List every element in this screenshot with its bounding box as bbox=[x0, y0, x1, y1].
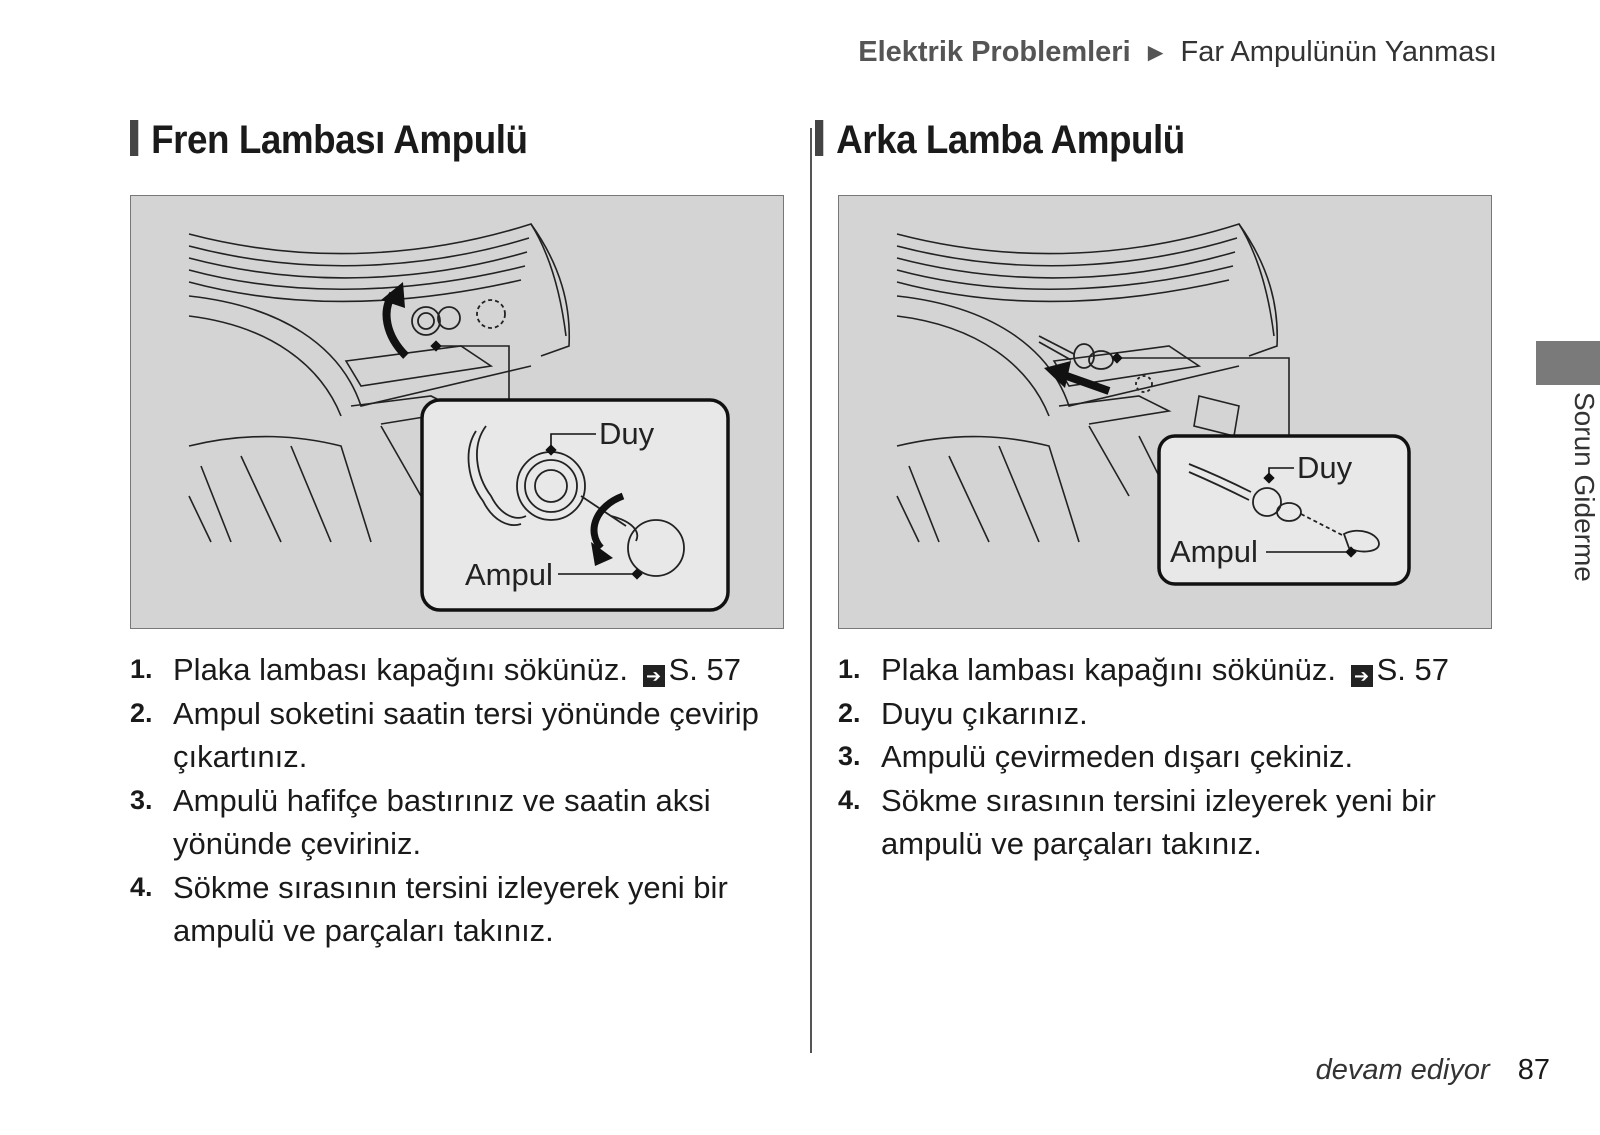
right-section-title: Arka Lamba Ampulü bbox=[836, 118, 1185, 162]
breadcrumb bbox=[858, 36, 1497, 69]
step-number: 1. bbox=[838, 654, 861, 684]
breadcrumb-section: Elektrik Problemleri bbox=[858, 36, 1131, 68]
step-ref-link[interactable]: S. 57 bbox=[668, 652, 741, 687]
list-item bbox=[130, 779, 810, 866]
right-steps-list bbox=[838, 648, 1518, 866]
right-figure bbox=[838, 195, 1492, 629]
page-number: 87 bbox=[1517, 1054, 1550, 1086]
step-text: Sökme sırasının tersini izleyerek yeni bir ampulü ve parçaları takınız. bbox=[881, 782, 1436, 861]
left-steps-list bbox=[130, 648, 810, 953]
brake-inset bbox=[422, 400, 728, 610]
list-item bbox=[130, 648, 810, 692]
left-section-title: Fren Lambası Ampulü bbox=[151, 118, 528, 162]
heading-bar-icon bbox=[815, 120, 823, 156]
right-label-bulb: Ampul bbox=[1170, 534, 1258, 569]
breadcrumb-topic: Far Ampulünün Yanması bbox=[1180, 36, 1497, 68]
continued-note: devam ediyor bbox=[1315, 1054, 1490, 1086]
left-label-socket: Duy bbox=[599, 416, 655, 451]
step-text: Ampulü hafifçe bastırınız ve saatin aksi yönünde çeviriniz. bbox=[173, 782, 711, 861]
brake-socket-drawing bbox=[412, 300, 505, 335]
step-number: 4. bbox=[130, 871, 153, 902]
heading-bar-icon bbox=[130, 120, 138, 156]
step-text: Plaka lambası kapağını sökünüz. bbox=[881, 652, 1336, 687]
step-text: Ampulü çevirmeden dışarı çekiniz. bbox=[881, 739, 1354, 774]
step-number: 3. bbox=[130, 784, 153, 815]
side-tab-label: Sorun Giderme bbox=[1569, 392, 1600, 582]
right-section-heading bbox=[815, 118, 1185, 163]
list-item bbox=[838, 735, 1518, 779]
side-tab-marker bbox=[1536, 341, 1600, 385]
step-number: 1. bbox=[130, 654, 153, 684]
tail-lamp-illustration bbox=[839, 196, 1491, 628]
step-text: Plaka lambası kapağını sökünüz. bbox=[173, 652, 628, 687]
step-text: Duyu çıkarınız. bbox=[881, 695, 1088, 731]
step-number: 2. bbox=[838, 697, 861, 728]
step-text: Sökme sırasının tersini izleyerek yeni bir ampulü ve parçaları takınız. bbox=[173, 869, 728, 948]
step-number: 2. bbox=[130, 697, 153, 728]
list-item bbox=[130, 866, 810, 953]
page-footer bbox=[1316, 1054, 1550, 1087]
step-number: 4. bbox=[838, 784, 861, 815]
pull-arrow-icon bbox=[1061, 374, 1109, 391]
column-divider bbox=[810, 128, 812, 1053]
list-item bbox=[130, 692, 810, 779]
left-section-heading bbox=[130, 118, 528, 163]
list-item bbox=[838, 779, 1518, 866]
arrow-right-box-icon: ➔ bbox=[643, 665, 665, 687]
step-number: 3. bbox=[838, 741, 861, 771]
right-label-socket: Duy bbox=[1297, 450, 1353, 485]
arrow-right-box-icon: ➔ bbox=[1351, 665, 1373, 687]
tail-inset bbox=[1159, 436, 1409, 584]
step-text: Ampul soketini saatin tersi yönünde çevirip çıkartınız. bbox=[173, 695, 759, 774]
breadcrumb-arrow-icon: ► bbox=[1142, 37, 1169, 67]
list-item bbox=[838, 648, 1518, 692]
left-figure bbox=[130, 195, 784, 629]
left-label-bulb: Ampul bbox=[465, 557, 553, 592]
brake-lamp-illustration bbox=[131, 196, 783, 628]
list-item bbox=[838, 692, 1518, 736]
step-ref-link[interactable]: S. 57 bbox=[1376, 652, 1449, 687]
